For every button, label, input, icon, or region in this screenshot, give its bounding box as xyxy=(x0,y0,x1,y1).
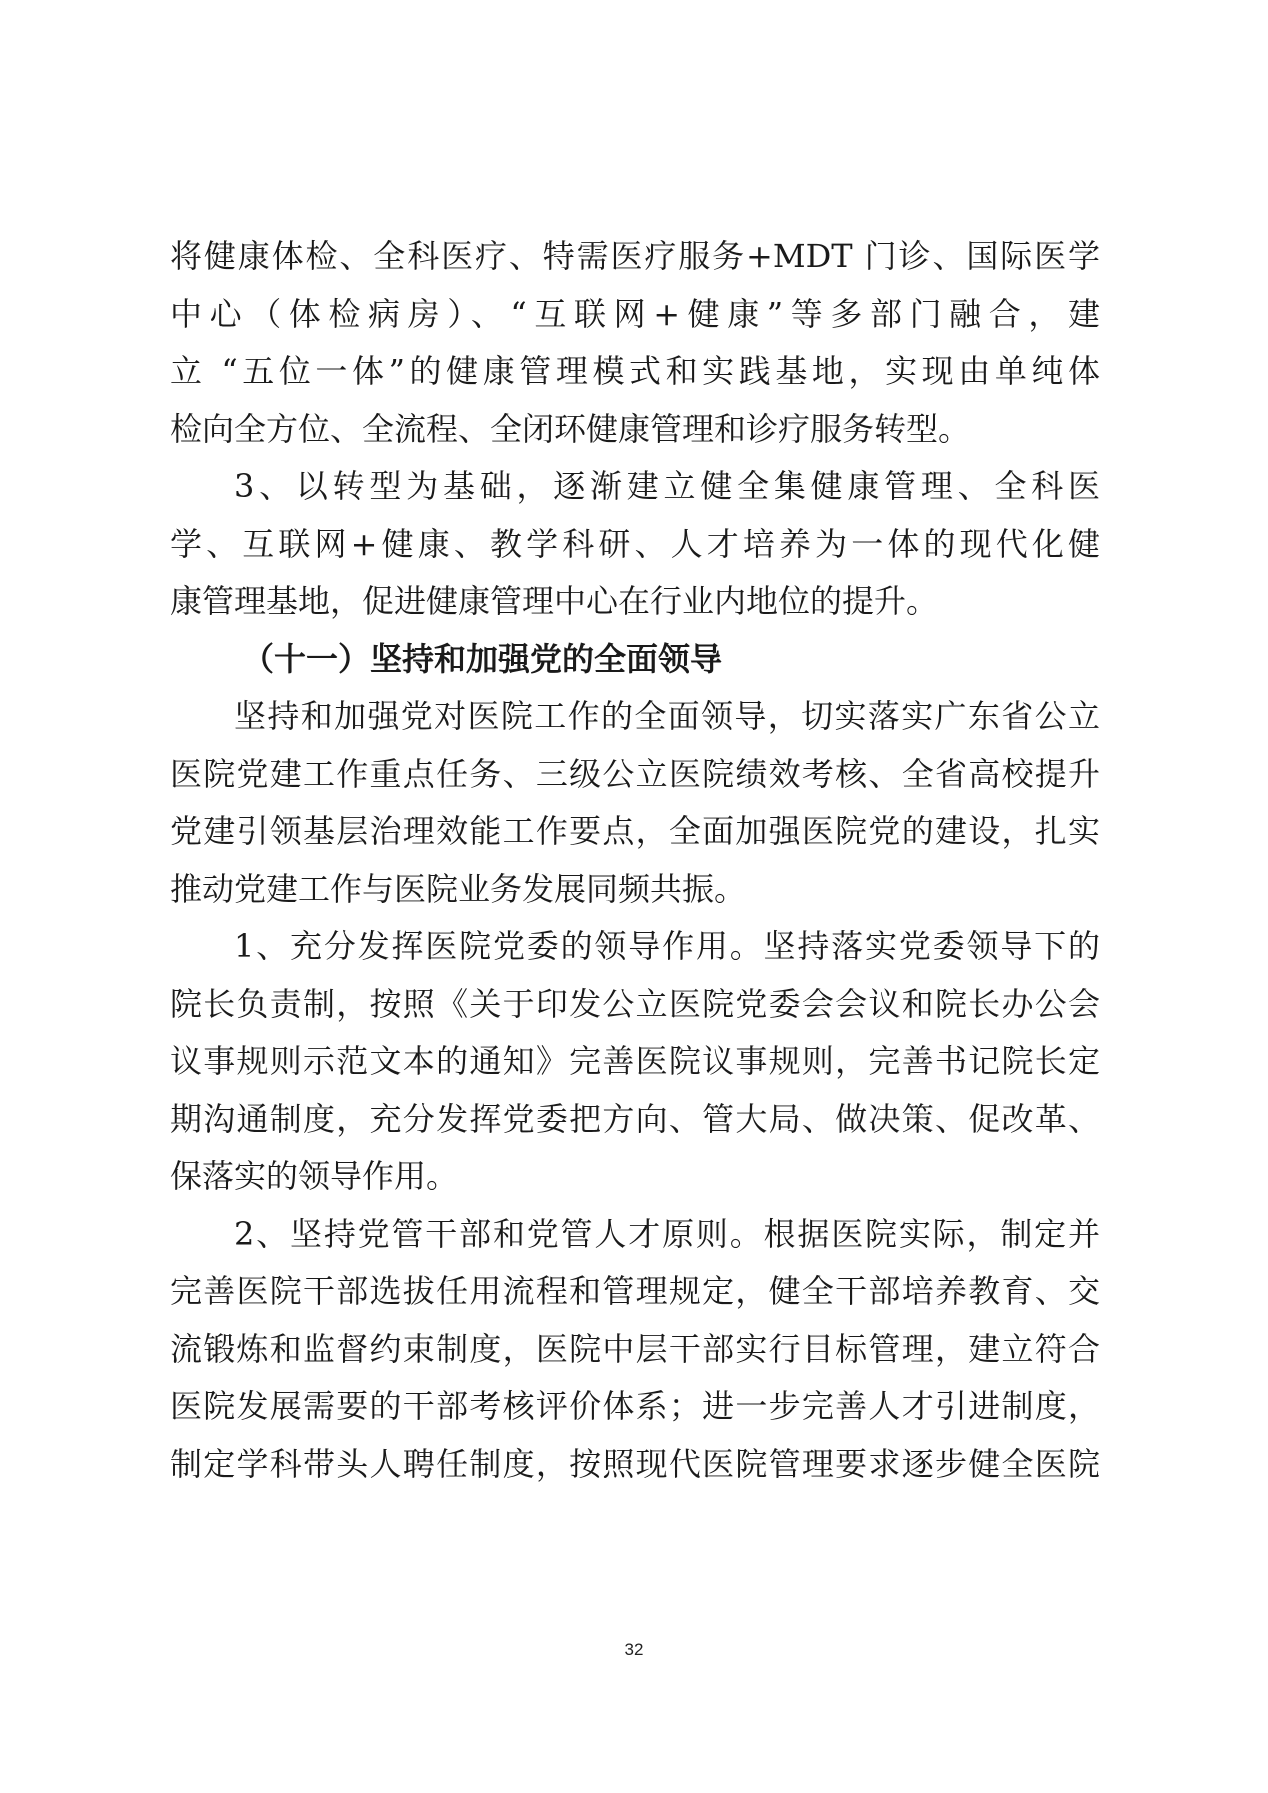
text-line: 坚持和加强党对医院工作的全面领导，切实落实广东省公立 xyxy=(234,697,1100,735)
text-line: 推动党建工作与医院业务发展同频共振。 xyxy=(170,869,747,908)
text-line: 期沟通制度，充分发挥党委把方向、管大局、做决策、促改革、 xyxy=(170,1099,1100,1138)
text-line: 2、坚持党管干部和党管人才原则。根据医院实际，制定并 xyxy=(234,1214,1100,1253)
section-heading: （十一）坚持和加强党的全面领导 xyxy=(242,639,723,678)
text-line: 检向全方位、全流程、全闭环健康管理和诊疗服务转型。 xyxy=(170,409,971,448)
text-line: 医院发展需要的干部考核评价体系；进一步完善人才引进制度， xyxy=(170,1387,1100,1425)
document-body xyxy=(170,228,1100,1493)
text-line: 完善医院干部选拔任用流程和管理规定，健全干部培养教育、交 xyxy=(170,1272,1100,1310)
text-line: 保落实的领导作用。 xyxy=(170,1157,459,1195)
text-line: 党建引领基层治理效能工作要点，全面加强医院党的建设，扎实 xyxy=(170,812,1100,850)
text-line: 院长负责制，按照《关于印发公立医院党委会会议和院长办公会 xyxy=(170,984,1100,1023)
text-line: 立 “五位一体”的健康管理模式和实践基地，实现由单纯体 xyxy=(170,352,1100,390)
text-line: 医院党建工作重点任务、三级公立医院绩效考核、全省高校提升 xyxy=(170,754,1100,793)
text-line: 3、以转型为基础，逐渐建立健全集健康管理、全科医 xyxy=(234,467,1100,505)
text-line: 制定学科带头人聘任制度，按照现代医院管理要求逐步健全医院 xyxy=(170,1444,1100,1483)
text-line: 学、互联网+健康、教学科研、人才培养为一体的现代化健 xyxy=(170,524,1100,563)
text-line: 议事规则示范文本的通知》完善医院议事规则，完善书记院长定 xyxy=(170,1042,1100,1080)
text-line: 1、充分发挥医院党委的领导作用。坚持落实党委领导下的 xyxy=(234,927,1100,965)
text-line: 流锻炼和监督约束制度，医院中层干部实行目标管理，建立符合 xyxy=(170,1329,1100,1368)
text-line: 中心（体检病房）、“互联网+健康”等多部门融合，建 xyxy=(170,294,1100,333)
text-line: 康管理基地，促进健康管理中心在行业内地位的提升。 xyxy=(170,582,939,620)
text-line: 将健康体检、全科医疗、特需医疗服务+MDT 门诊、国际医学 xyxy=(170,237,1100,275)
page-number: 32 xyxy=(624,1640,644,1659)
